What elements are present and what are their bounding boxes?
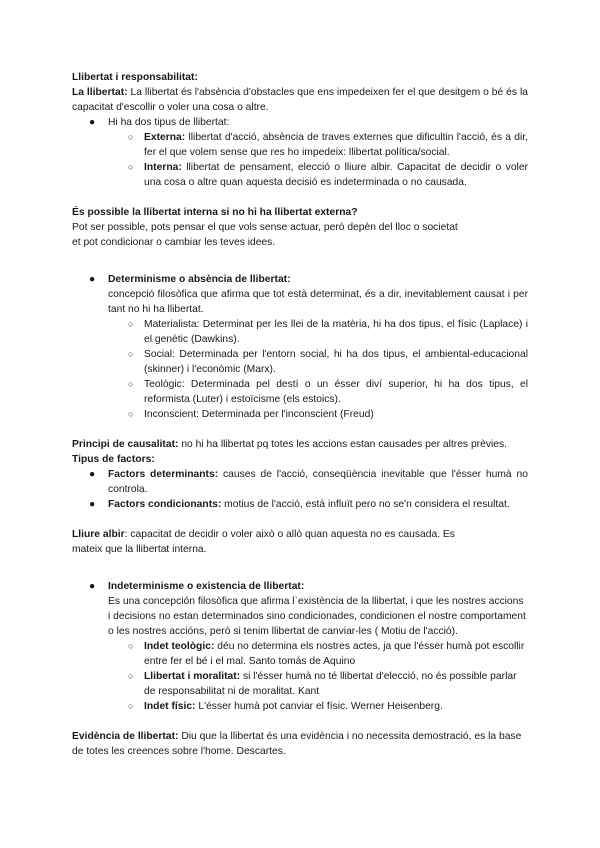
determinisme-text: concepció filosòfica que afirma que tot està determinat, és a dir, inevitablement causat i per tant no hi ha llibertat. <box>108 289 528 315</box>
evidencia-llibertat: Evidència de llibertat: Diu que la llibertat és una evidència i no necessita demostració, es la base de totes les creences sobre l'home. Descartes. <box>72 731 522 757</box>
list-item: ○ Inconscient: Determinada per l'inconscient (Freud) <box>128 409 374 420</box>
hollow-bullet-icon: ○ <box>128 132 134 142</box>
list-tipus-llibertat <box>72 115 528 190</box>
list-item: ○ Teològic: Determinada pel destí o un ésser diví superior, hi ha dos tipus, el reformista (Luter) i estoïcisme (els estoics). <box>128 379 528 405</box>
hollow-bullet-icon: ○ <box>128 319 134 329</box>
list-item: ○ Social: Determinada per l'entorn social, hi ha dos tipus, el ambiental-educacional (skinner) i l'econòmic (Marx). <box>128 349 528 375</box>
definition-text: La llibertat és l'absència d'obstacles que ens impedeixen fer el que desitgem o bé és la capacitat d'escollir o voler una cosa o altre. <box>72 87 528 113</box>
bullet-icon: ● <box>89 469 96 480</box>
list-item: ● Determinisme o absència de llibertat: concepció filosòfica que afirma que tot està determinat, és a dir, inevitablement causat i per tant no hi ha llibertat. <box>89 274 528 315</box>
bullet-icon: ● <box>89 274 96 285</box>
list-item: ○ Externa: llibertat d'acció, absència de traves externes que dificultin l'acció, és a dir, fer el que volem sense que res ho impedeix: llibertat política/social. <box>128 132 528 158</box>
hollow-bullet-icon: ○ <box>128 349 134 359</box>
list-item: ● Indeterminisme o existencia de llibertat: Es una concepción filosòfica que afirma l`existència de la llibertat, i que les nostres accions i decisions no estan determinados sino condicionades, condicionen el nostre comportament o les nostres accións, però si tenim llibertat de canviar-les ( Motiu de l'acció). <box>72 579 528 639</box>
principi-causalitat: Principi de causalitat: no hi ha llibertat pq totes les accions estan causades per altres prèvies. <box>72 439 507 450</box>
hollow-bullet-icon: ○ <box>128 701 134 711</box>
hollow-bullet-icon: ○ <box>128 671 134 681</box>
list-item: ● Hi ha dos tipus de llibertat: <box>89 117 230 128</box>
factors-title: Tipus de factors: <box>72 454 155 465</box>
section-title-llibertat: Llibertat i responsabilitat: <box>72 72 198 83</box>
list-item: ○ Llibertat i moralitat: si l'ésser humà no té llibertat d'elecció, no és possible parlar de responsabilitat ni de moralitat. Kant <box>128 671 517 697</box>
indeterminisme-text: Es una concepción filosòfica que afirma l`existència de la llibertat, i que les nostres accions i decisions no estan determinados sino condicionades, condicionen el nostre comportament o les nostres accións, però si tenim llibertat de canviar-les ( Motiu de l'acció). <box>108 596 526 637</box>
list-item: ● Factors determinants: causes de l'acció, conseqüència inevitable que l'ésser humà no controla. <box>89 469 528 495</box>
list-factors <box>72 467 528 512</box>
bullet-icon: ● <box>89 117 96 128</box>
bullet-icon: ● <box>89 581 96 592</box>
answer-line-2: et pot condicionar o cambiar les teves idees. <box>72 237 276 248</box>
bullet-icon: ● <box>89 499 96 510</box>
definition-label: La llibertat: <box>72 87 128 98</box>
document-page <box>72 70 528 759</box>
lliure-albir-line-2: mateix que la llibertat interna. <box>72 544 207 555</box>
list-determinisme <box>72 272 528 422</box>
definition-llibertat <box>72 85 528 115</box>
hollow-bullet-icon: ○ <box>128 641 134 651</box>
list-indeterminisme <box>72 579 528 714</box>
hollow-bullet-icon: ○ <box>128 162 134 172</box>
hollow-bullet-icon: ○ <box>128 409 134 419</box>
answer-line-1: Pot ser possible, pots pensar el que vols sense actuar, però depèn del lloc o societat <box>72 222 458 233</box>
list-item: ○ Indet teològic: déu no determina els nostres actes, ja que l'ésser humà pot escollir entre fer el bé i el mal. Santo tomás de Aquino <box>128 641 525 667</box>
list-item: ● Factors condicionants: motius de l'acció, està influït pero no se'n considera el resultat. <box>89 499 510 510</box>
question-heading: És possible la llibertat interna si no hi ha llibertat externa? <box>72 207 358 218</box>
hollow-bullet-icon: ○ <box>128 379 134 389</box>
lliure-albir-line-1: Lliure albir: capacitat de decidir o voler això o allò quan aquesta no es causada. Es <box>72 529 455 540</box>
list-item: ○ Materialista: Determinat per les llei de la matèria, hi ha dos tipus, el físic (Laplace) i el genètic (Dawkins). <box>128 319 528 345</box>
list-item: ○ Interna: llibertat de pensament, elecció o lliure albir. Capacitat de decidir o voler una cosa o altre quan aquesta decisió es indeterminada o no causada. <box>128 162 528 188</box>
list-item: ○ Indet físic: L'ésser humà pot canviar el físic. Werner Heisenberg. <box>128 701 443 712</box>
